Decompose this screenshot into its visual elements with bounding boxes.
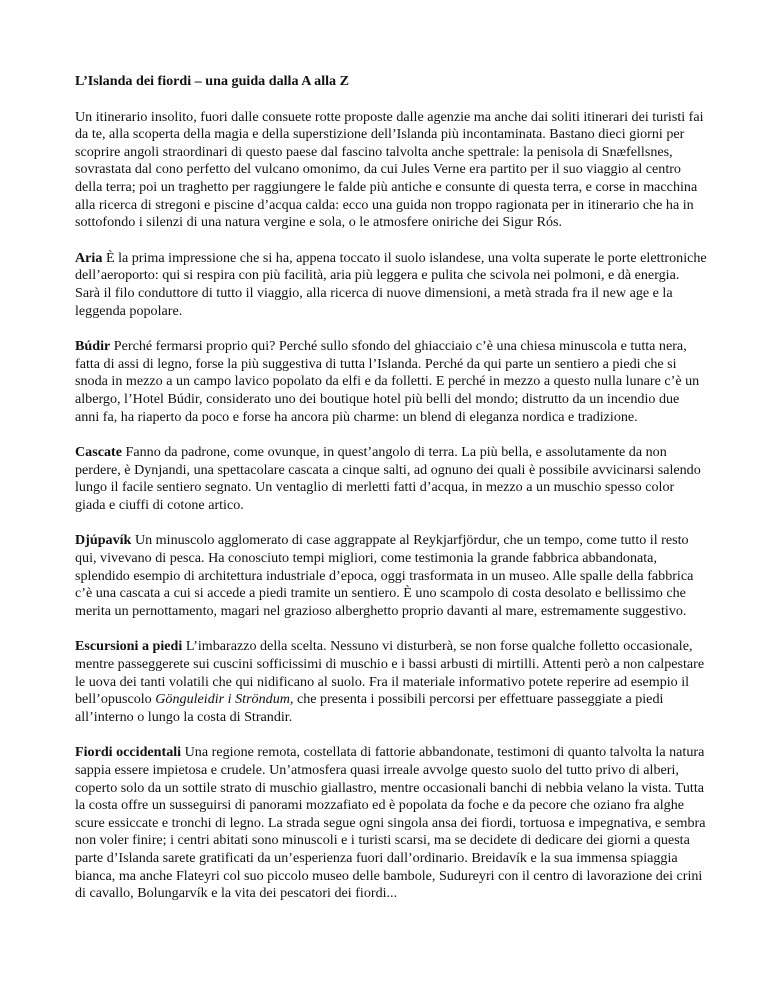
entry-text: È la prima impressione che si ha, appena toccato il suolo islandese, una volta superate le porte elettroniche dell’aeroporto: qui si respira con più facilità, aria più leggera e pulita che scivola nei polmoni, e dà energia. Sarà il filo conduttore di tutto il viaggio, alla ricerca di nuove dimensioni, a metà strada fra il new age e la leggenda popolare.: [75, 249, 707, 319]
entry-term: Fiordi occidentali: [75, 744, 182, 761]
entry-term: Escursioni a piedi: [75, 638, 183, 655]
entry-term: Aria: [75, 249, 103, 266]
entry-text: Fanno da padrone, come ovunque, in quest’angolo di terra. La più bella, e assolutamente da non perdere, è Dynjandi, una spettacolare cascata a cinque salti, ad ognuno dei quali è possibile avvicinarsi salendo lungo il facile sentiero segnato. Un ventaglio di merletti fatti d’acqua, in mezzo a un muschio spesso color giada e ciuffi di cotone artico.: [75, 444, 701, 513]
entry-text: Perché fermarsi proprio qui? Perché sullo sfondo del ghiacciaio c’è una chiesa minuscola e tutta nera, fatta di assi di legno, forse la più suggestiva di tutta l’Islanda. Perché da qui parte un sentiero a piedi che si snoda in mezzo a un campo lavico popolato da elfi e da folletti. E perché in mezzo a questo nulla lunare c’è un albergo, l’Hotel Búdir, considerato uno dei boutique hotel più belli del mondo; distrutto da un incendio due anni fa, ha riaperto da poco e forse ha ancora più charme: un blend di eleganza nordica e tradizione.: [75, 338, 700, 425]
entry-aria: [75, 250, 707, 320]
entry-text-continued: che presenta i possibili percorsi per effettuare passeggiate a piedi all’interno o lungo la costa di Strandir.: [75, 691, 664, 725]
entry-term: Búdir: [75, 338, 111, 355]
entry-escursioni: [75, 638, 707, 726]
entry-italic-title: Gönguleidir i Ströndum,: [155, 691, 294, 708]
entry-text: L’imbarazzo della scelta. Nessuno vi disturberà, se non forse qualche folletto occasionale, mentre passeggerete sui cuscini sofficissimi di muschio e i bassi arbusti di mirtilli. Attenti però a non calpestare le uova dei tanti volatili che qui nidificano al suolo. Fra il materiale informativo potete reperire ad esempio il bell’opuscolo: [75, 638, 705, 708]
entry-budir: [75, 338, 707, 426]
entry-text: Un minuscolo agglomerato di case aggrappate al Reykjarfjördur, che un tempo, come tutto il resto qui, vivevano di pesca. Ha conosciuto tempi migliori, come testimonia la grande fabbrica abbandonata, splendido esempio di architettura industriale d’epoca, oggi trasformata in un museo. Alle spalle della fabbrica c’è una cascata a cui si accede a piedi tramite un sentiero. È uno scampolo di costa desolato e bellissimo che merita un pernottamento, magari nel grazioso alberghetto proprio davanti al mare, estremamente suggestivo.: [75, 532, 694, 619]
entry-term: Cascate: [75, 444, 122, 461]
document-page: [75, 73, 707, 921]
entry-cascate: [75, 444, 707, 514]
entry-text: Una regione remota, costellata di fattorie abbandonate, testimoni di quanto talvolta la natura sappia essere impietosa e crudele. Un’atmosfera quasi irreale avvolge questo suolo del tutto privo di alberi, coperto solo da un sottile strato di muschio giallastro, mentre occasionali banchi di nebbia velano la vista. Tutta la costa offre un susseguirsi di panorami mozzafiato ed è popolata da foche e da pecore che oziano fra alghe scure essiccate e tronchi di legno. La strada segue ogni singola ansa dei fiordi, tortuosa e impegnativa, e sembra non voler finire; i centri abitati sono minuscoli e i turisti scarsi, ma se decidete di dedicare dei giorni a questa parte d’Islanda sarete gratificati da un’esperienza fuori dall’ordinario. Breidavík e la sua immensa spiaggia bianca, ma anche Flateyri col suo piccolo museo delle bambole, Sudureyri con il centro di lavorazione dei crini di cavallo, Bolungarvík e la vita dei pescatori dei fiordi...: [75, 744, 706, 902]
entry-fiordi-occidentali: [75, 744, 707, 902]
entry-djupavik: [75, 532, 707, 620]
entry-term: Djúpavík: [75, 532, 132, 549]
intro-paragraph: Un itinerario insolito, fuori dalle consuete rotte proposte dalle agenzie ma anche dai soliti itinerari dei turisti fai da te, alla scoperta della magia e della superstizione dell’Islanda più incontaminata. Bastano dieci giorni per scoprire angoli straordinari di questo paese dal fascino talvolta anche spettrale: la penisola di Snæfellsnes, sovrastata dal cono perfetto del vulcano omonimo, da cui Jules Verne era partito per il suo viaggio al centro della terra; poi un traghetto per raggiungere le falde più antiche e consunte di questa terra, e corse in macchina alla ricerca di stregoni e piscine d’acqua calda: ecco una guida non troppo ragionata per in itinerario che ha in sottofondo i silenzi di una natura vergine e sola, o le atmosfere oniriche dei Sigur Rós.: [75, 108, 704, 231]
document-title: L’Islanda dei fiordi – una guida dalla A alla Z: [75, 73, 350, 89]
